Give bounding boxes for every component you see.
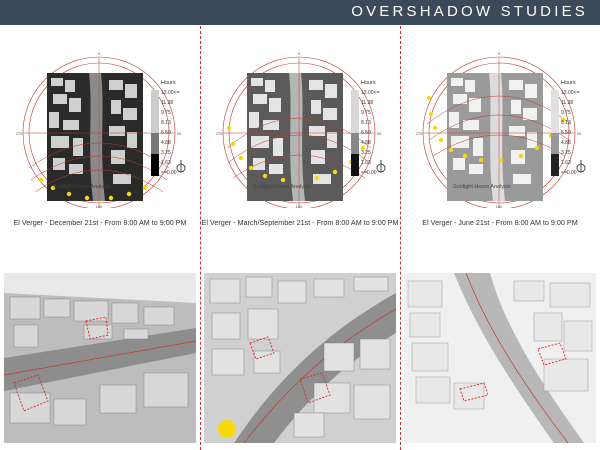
svg-text:270: 270 — [215, 131, 223, 136]
legend-gradient — [351, 90, 359, 176]
legend-label: 4.88 — [161, 140, 171, 146]
legend-label: 6.50 — [361, 130, 371, 136]
legend-label: 13.00<= — [561, 90, 580, 96]
legend-label: 9.75 — [161, 110, 171, 116]
legend-label: <=0.00 — [161, 170, 177, 176]
analysis-label: Sunlight Hours Analysis — [253, 184, 311, 190]
panel-june — [401, 28, 599, 450]
legend-label: 13.00<= — [361, 90, 380, 96]
3d-render-view — [4, 273, 196, 443]
svg-text:0: 0 — [97, 51, 101, 56]
north-arrow-icon — [577, 160, 585, 172]
legend-label: 3.25 — [561, 150, 571, 156]
legend-label: 9.75 — [361, 110, 371, 116]
legend-title: Hours — [161, 80, 176, 86]
3d-render-view — [204, 273, 396, 443]
panel-equinox — [201, 28, 399, 450]
legend-label: 4.88 — [561, 140, 571, 146]
site-map — [447, 73, 543, 201]
legend-label: 11.38 — [361, 100, 374, 106]
site-map — [247, 73, 343, 201]
legend-label: 3.25 — [161, 150, 171, 156]
panel-caption: El Verger - March/September 21st - From 8:00 AM to 9:00 PM — [201, 218, 399, 227]
legend-label: 3.25 — [361, 150, 371, 156]
svg-text:270: 270 — [415, 131, 423, 136]
sunpath-diagram — [1, 28, 199, 208]
legend-label: 8.13 — [161, 120, 171, 126]
3d-render-view — [404, 273, 596, 443]
sunpath-diagram — [401, 28, 599, 208]
svg-text:180: 180 — [295, 204, 303, 208]
legend-label: <=0.00 — [561, 170, 577, 176]
svg-text:90: 90 — [376, 131, 382, 136]
legend-title: Hours — [361, 80, 376, 86]
legend-gradient — [151, 90, 159, 176]
panel-caption: El Verger - December 21st - From 8:00 AM to 9:00 PM — [13, 218, 187, 227]
svg-text:90: 90 — [576, 131, 582, 136]
page-title: OVERSHADOW STUDIES — [351, 3, 588, 20]
sun-marker-icon — [218, 420, 236, 438]
svg-text:0: 0 — [497, 51, 501, 56]
north-arrow-icon — [377, 160, 385, 172]
svg-text:0: 0 — [297, 51, 301, 56]
legend-label: 13.00<= — [161, 90, 180, 96]
sunpath-diagram — [201, 28, 399, 208]
svg-text:180: 180 — [95, 204, 103, 208]
svg-text:90: 90 — [176, 131, 182, 136]
site-map — [47, 73, 143, 201]
analysis-label: Sunlight Hours Analysis — [453, 184, 511, 190]
legend-label: 11.38 — [161, 100, 174, 106]
legend-label: 6.50 — [561, 130, 571, 136]
legend-title: Hours — [561, 80, 576, 86]
legend-label: 1.63 — [361, 160, 371, 166]
legend-label: 8.13 — [561, 120, 571, 126]
page-header — [0, 0, 600, 25]
legend-label: 6.50 — [161, 130, 171, 136]
legend-label: 1.63 — [561, 160, 571, 166]
panel-caption: El Verger - June 21st - From 8:00 AM to 9:00 PM — [422, 218, 578, 227]
svg-text:270: 270 — [15, 131, 23, 136]
legend-label: 8.13 — [361, 120, 371, 126]
legend-label: 11.38 — [561, 100, 574, 106]
svg-text:180: 180 — [495, 204, 503, 208]
legend-gradient — [551, 90, 559, 176]
legend-label: 4.88 — [361, 140, 371, 146]
legend-label: <=0.00 — [361, 170, 377, 176]
north-arrow-icon — [177, 160, 185, 172]
panel-december — [1, 28, 199, 450]
analysis-label: Sunlight Hours Analysis — [53, 184, 111, 190]
legend-label: 9.75 — [561, 110, 571, 116]
legend-label: 1.63 — [161, 160, 171, 166]
